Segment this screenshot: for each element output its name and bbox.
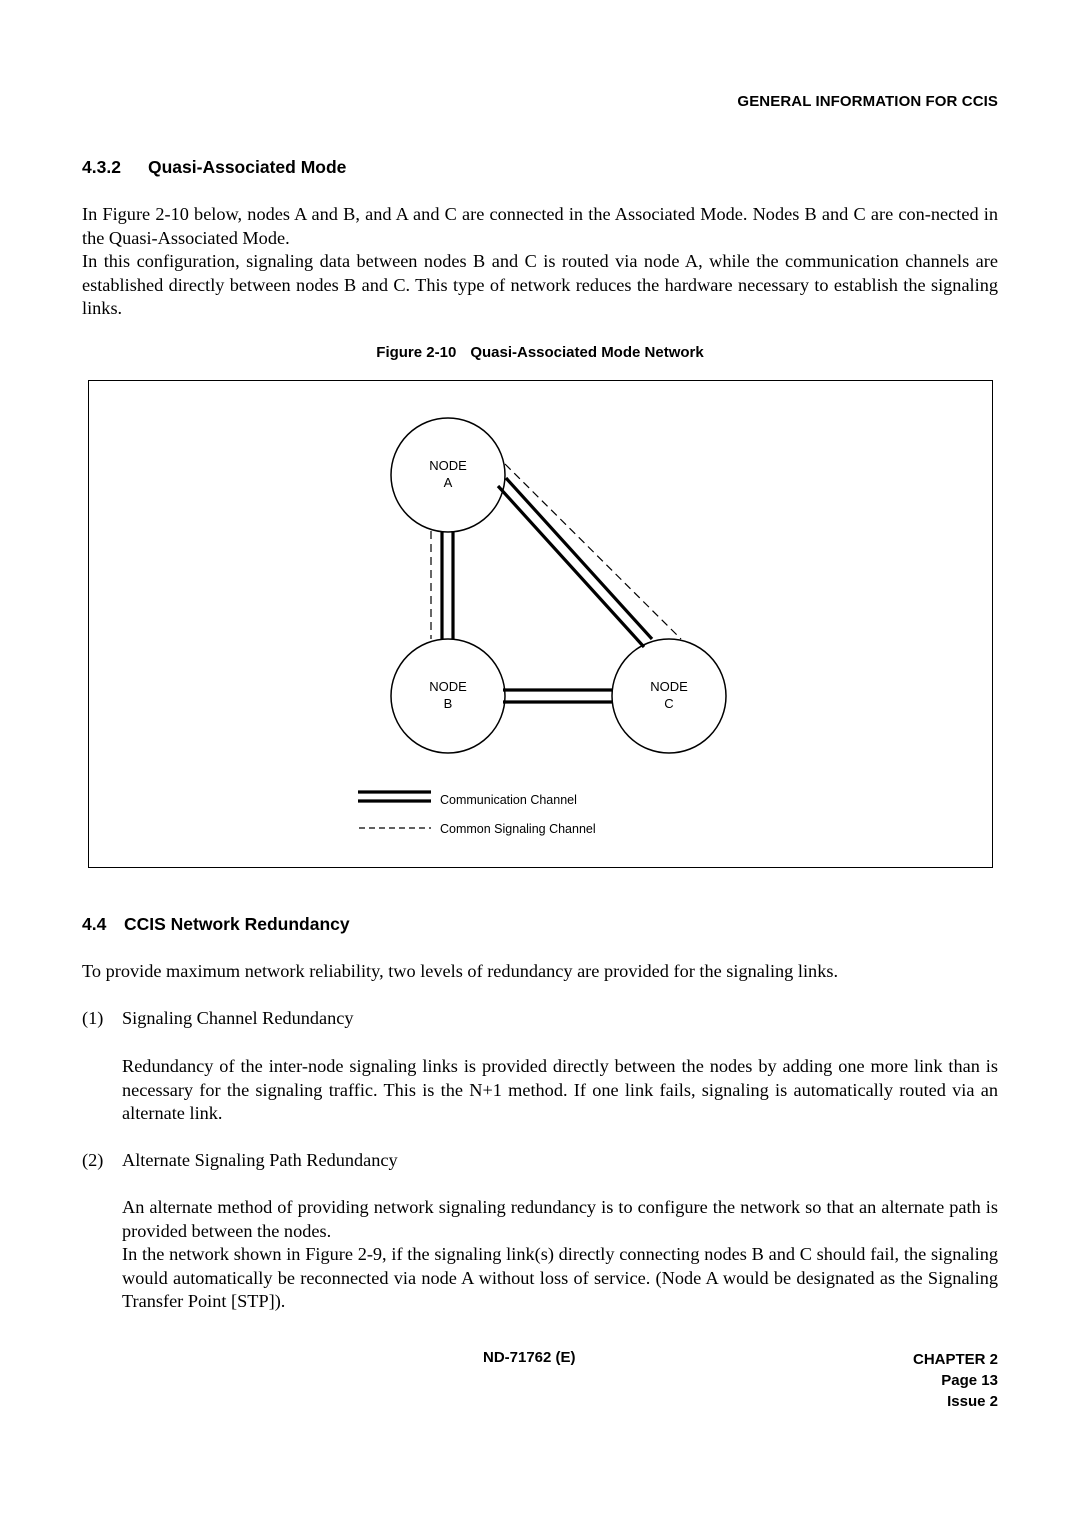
issue-label: Issue 2 <box>947 1393 998 1410</box>
section-title: Quasi-Associated Mode <box>148 157 347 177</box>
list-item-paragraph: Redundancy of the inter-node signaling links is provided directly between the nodes by adding one more link than is necessary for the signaling traffic. This is the N+1 method. If one link fails, signaling is automatically routed via an alternate link. <box>122 1056 998 1124</box>
list-item-paragraph: An alternate method of providing network signaling redundancy is to configure the network so that an alternate path is provided between the nodes. <box>122 1197 998 1241</box>
legend-comm-channel-label: Communication Channel <box>440 793 577 807</box>
figure-caption <box>0 344 1080 361</box>
section-heading <box>82 914 350 935</box>
section-number: 4.4 <box>82 914 107 934</box>
list-item-paragraph: In the network shown in Figure 2-9, if the signaling link(s) directly connecting nodes B and C should fail, the signaling would automatically be reconnected via node A without loss of service. (Node A would be designated as the Signaling Transfer Point [STP]). <box>122 1244 998 1312</box>
node-c-id: C <box>664 696 674 711</box>
list-item-heading <box>82 1008 354 1029</box>
list-item-title: Alternate Signaling Path Redundancy <box>122 1150 398 1170</box>
signaling-channel-a-c <box>505 464 681 639</box>
body-paragraph: In this configuration, signaling data between nodes B and C is routed via node A, while the communication channels are established directly between nodes B and C. This type of network reduces the hardware necessary to establish the signaling links. <box>82 251 998 319</box>
node-a-label: NODE <box>429 458 467 473</box>
page-number: Page 13 <box>941 1372 998 1389</box>
list-item-heading <box>82 1150 398 1171</box>
list-item-number: (1) <box>82 1008 104 1028</box>
node-a-id: A <box>443 475 453 490</box>
node-b-label: NODE <box>429 679 467 694</box>
page-footer-info <box>820 1349 998 1412</box>
diagram-canvas <box>89 381 992 867</box>
network-diagram <box>88 380 993 868</box>
list-item-title: Signaling Channel Redundancy <box>122 1008 354 1028</box>
body-paragraph: In Figure 2-10 below, nodes A and B, and A and C are connected in the Associated Mode. Nodes B and C are con-nected in the Quasi-Associated Mode. <box>82 204 998 248</box>
node-b-id: B <box>443 696 453 711</box>
legend-comm-channel-swatch <box>358 792 431 801</box>
section-title: CCIS Network Redundancy <box>124 914 350 934</box>
comm-channel-a-c <box>498 478 652 647</box>
chapter-label: CHAPTER 2 <box>912 1351 998 1368</box>
legend-signaling-channel-label: Common Signaling Channel <box>440 822 596 836</box>
section-number: 4.3.2 <box>82 157 121 177</box>
body-paragraph: To provide maximum network reliability, two levels of redundancy are provided for the signaling links. <box>82 961 839 981</box>
figure-label: Figure 2-10 <box>376 344 457 361</box>
document-number: ND-71762 (E) <box>483 1349 576 1366</box>
section-heading <box>82 157 346 178</box>
comm-channel-b-c <box>503 690 613 702</box>
comm-channel-a-b <box>442 531 453 639</box>
running-header: GENERAL INFORMATION FOR CCIS <box>737 93 998 110</box>
figure-title: Quasi-Associated Mode Network <box>470 344 704 361</box>
list-item-number: (2) <box>82 1150 104 1170</box>
node-c-label: NODE <box>650 679 688 694</box>
